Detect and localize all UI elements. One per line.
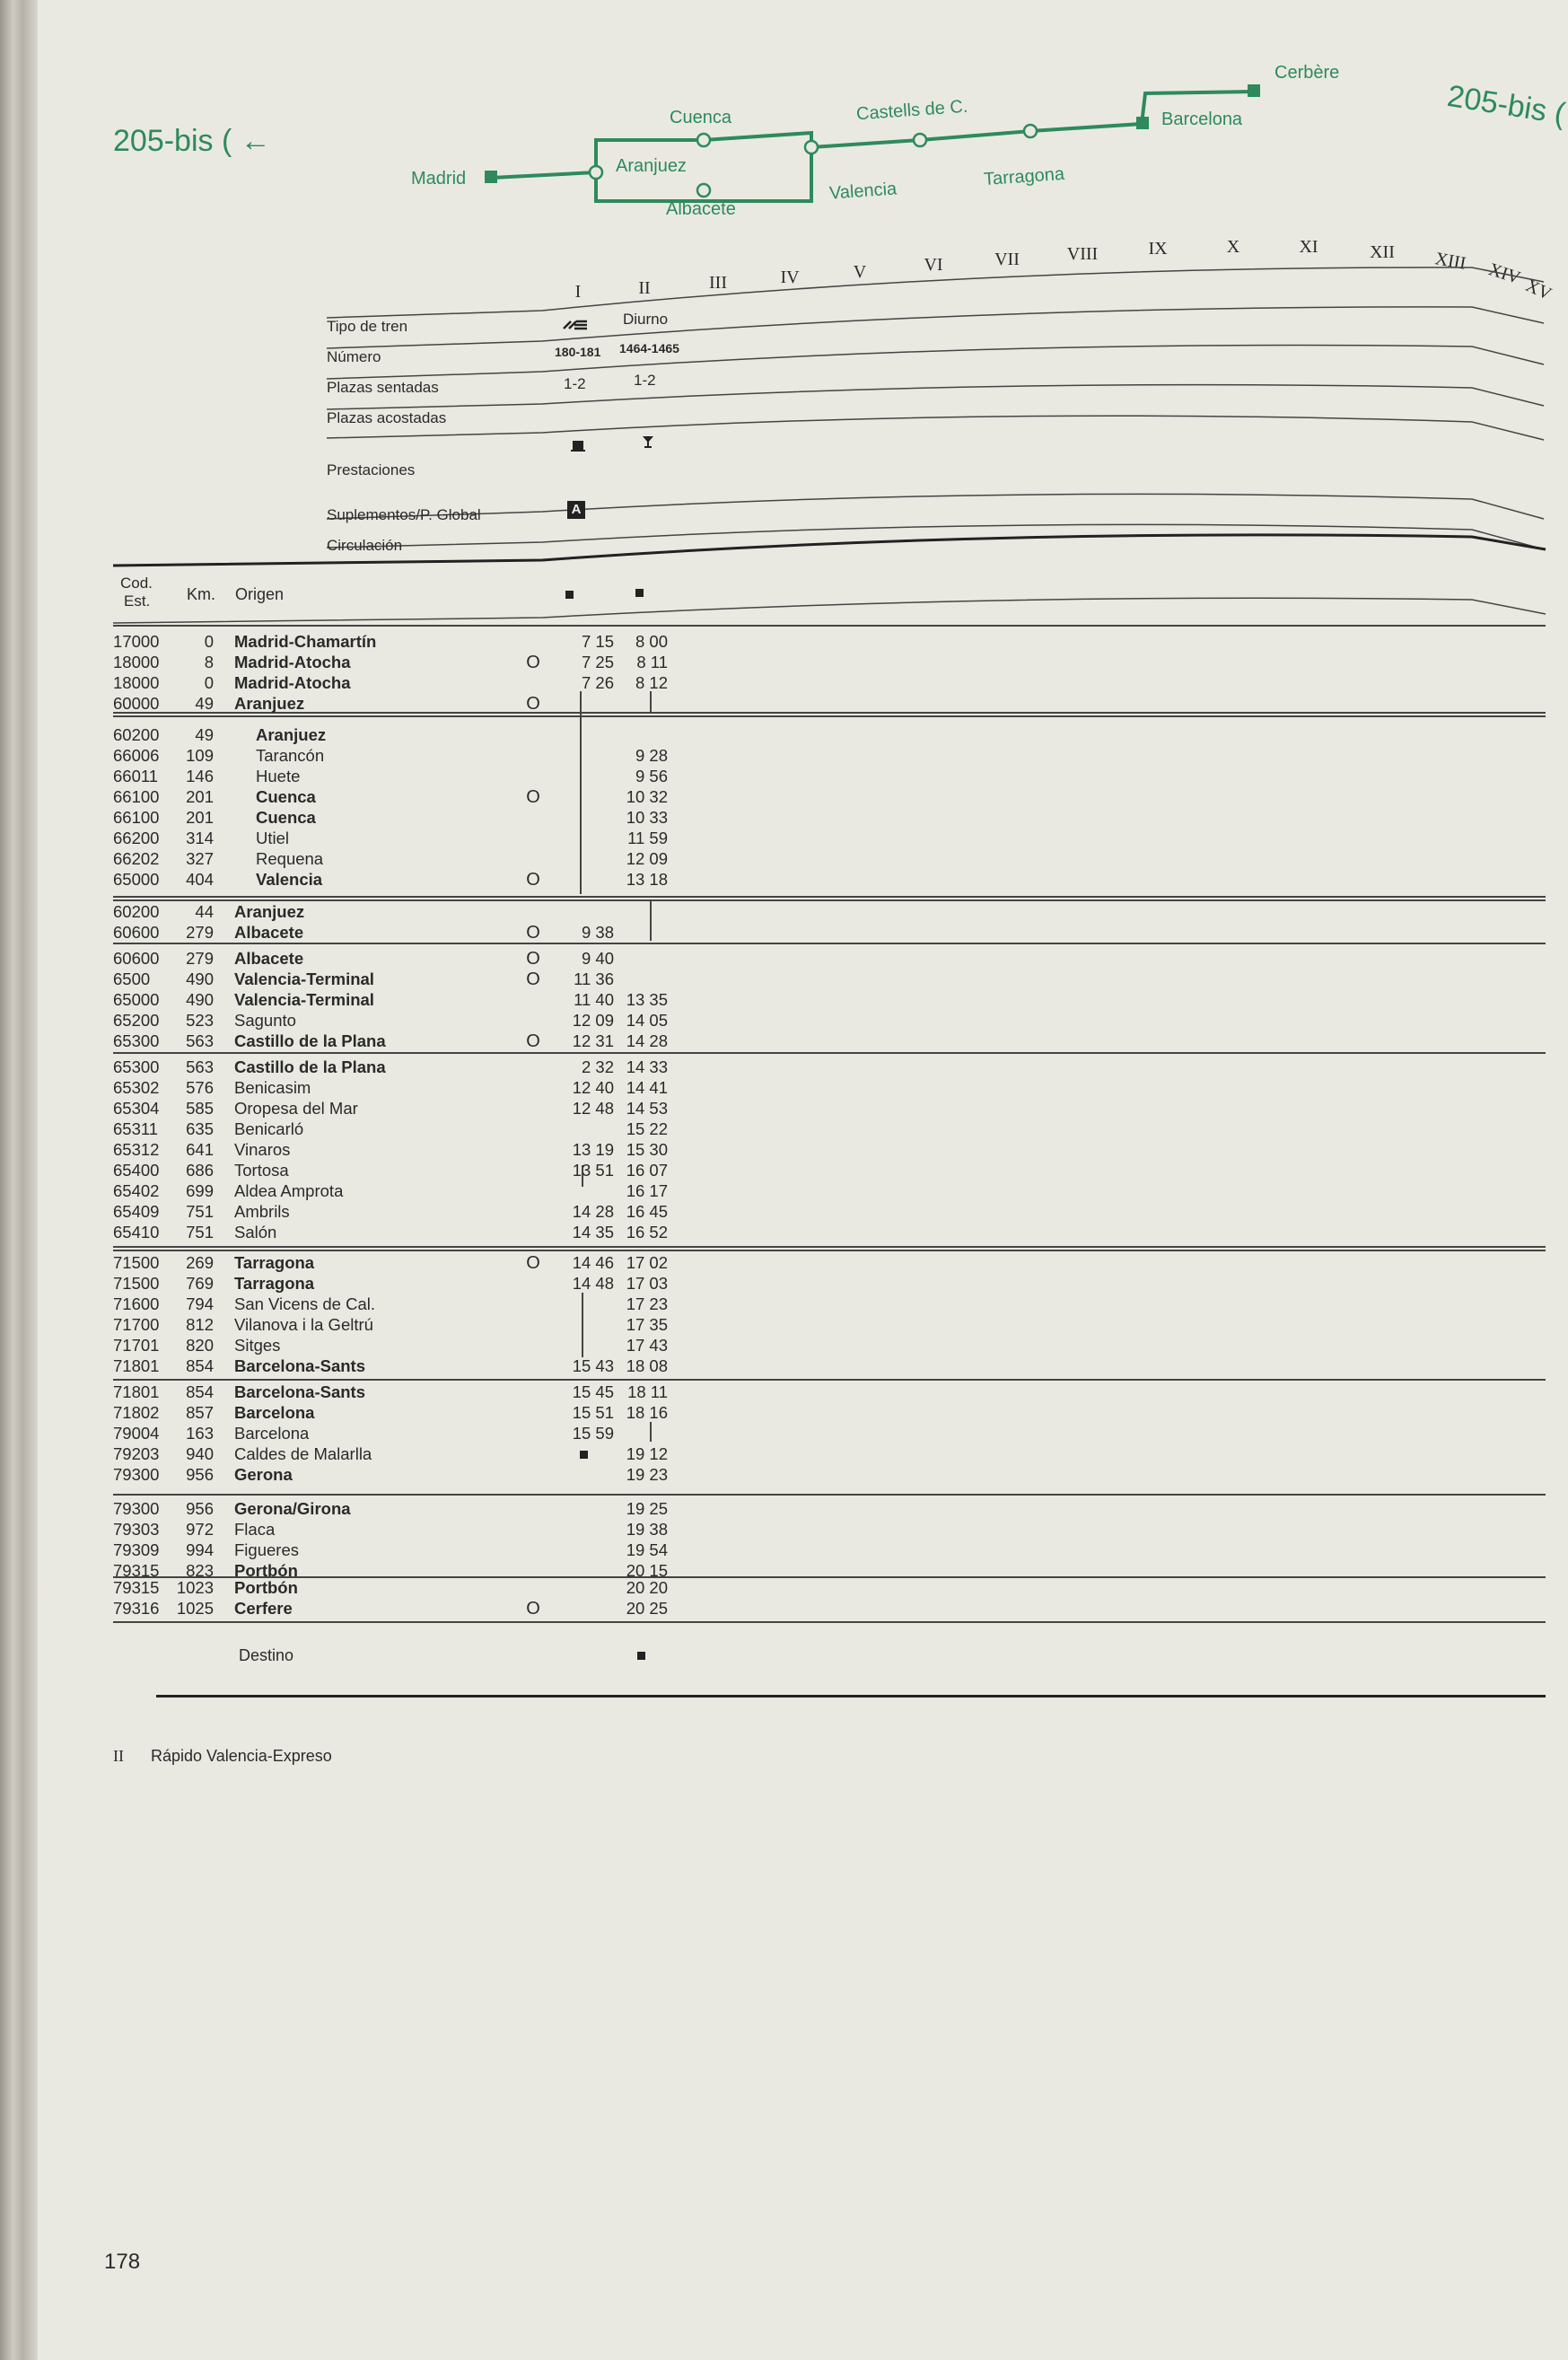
origin-marker-i xyxy=(565,591,574,599)
label-cod: Cod. xyxy=(120,575,153,592)
map-label-castells: Castells de C. xyxy=(855,96,969,125)
map-label-cuenca: Cuenca xyxy=(670,108,731,127)
separator xyxy=(113,1576,1546,1578)
origin-marker-ii xyxy=(635,589,644,597)
map-label-madrid: Madrid xyxy=(411,169,467,189)
separator xyxy=(113,1379,1546,1381)
col-header: XV xyxy=(1522,276,1555,304)
label-destino: Destino xyxy=(239,1646,294,1664)
separator xyxy=(113,899,1546,901)
label-prestaciones: Prestaciones xyxy=(327,461,416,478)
numero-train-ii: 1464-1465 xyxy=(619,341,679,355)
col-header: IV xyxy=(780,268,800,287)
pass-line-ii xyxy=(650,1422,652,1442)
separator xyxy=(113,1250,1546,1251)
pass-line-ii xyxy=(650,691,652,713)
map-label-tarragona: Tarragona xyxy=(983,163,1065,190)
col-header: VIII xyxy=(1066,244,1099,264)
page-number: 178 xyxy=(104,2250,141,2274)
col-header: III xyxy=(709,273,727,293)
label-plazas-acostadas: Plazas acostadas xyxy=(327,409,447,426)
col-header: XI xyxy=(1299,237,1318,257)
numero-train-i: 180-181 xyxy=(555,345,601,359)
map-label-aranjuez: Aranjuez xyxy=(616,156,687,176)
label-numero: Número xyxy=(327,348,381,365)
suplemento-badge: A xyxy=(567,501,585,519)
col-header: V xyxy=(853,262,867,282)
skip-marker xyxy=(580,1451,588,1459)
map-label-albacete: Albacete xyxy=(666,199,736,219)
label-suplementos: Suplementos/P. Global xyxy=(327,506,481,523)
table-bottom-rule xyxy=(156,1695,1546,1698)
label-est: Est. xyxy=(124,592,151,610)
header-grid xyxy=(0,0,1551,628)
plazas-train-ii: 1-2 xyxy=(634,372,656,389)
restaurant-car-icon xyxy=(571,438,585,452)
separator xyxy=(113,712,1546,714)
col-header: II xyxy=(638,278,651,298)
col-header: X xyxy=(1226,237,1240,257)
label-tipo-de-tren: Tipo de tren xyxy=(327,318,408,335)
tipo-train-ii: Diurno xyxy=(623,311,669,328)
separator xyxy=(113,896,1546,898)
footnote-mark: II xyxy=(113,1747,124,1765)
col-header: XII xyxy=(1370,242,1395,262)
separator xyxy=(113,1494,1546,1496)
separator xyxy=(113,1621,1546,1623)
intercity-logo-icon xyxy=(562,320,589,330)
map-label-barcelona: Barcelona xyxy=(1161,110,1243,129)
separator xyxy=(113,1246,1546,1248)
separator xyxy=(113,715,1546,717)
pass-line-i xyxy=(582,1293,583,1357)
footnote-text: Rápido Valencia-Expreso xyxy=(151,1747,332,1765)
next-page-title: 205-bis ( xyxy=(1444,78,1568,132)
label-origen: Origen xyxy=(235,585,285,603)
col-header: XIV xyxy=(1485,259,1523,288)
col-header: VI xyxy=(924,255,943,275)
plazas-train-i: 1-2 xyxy=(564,375,586,392)
map-label-valencia: Valencia xyxy=(828,179,898,204)
label-circulacion: Circulación xyxy=(327,537,403,554)
separator xyxy=(113,1052,1546,1054)
label-km: Km. xyxy=(187,585,216,603)
separator xyxy=(113,943,1546,944)
pass-line-i xyxy=(580,691,582,894)
page-title: 205-bis ( ← xyxy=(113,124,271,158)
destination-marker-ii xyxy=(637,1652,645,1660)
col-header: VII xyxy=(994,250,1020,269)
label-plazas-sentadas: Plazas sentadas xyxy=(327,379,439,396)
map-label-cerbere: Cerbère xyxy=(1275,63,1340,83)
col-header: XIII xyxy=(1433,249,1467,274)
col-header: IX xyxy=(1148,239,1168,259)
col-header: I xyxy=(574,282,582,302)
separator xyxy=(113,625,1546,627)
bar-cafeteria-icon xyxy=(641,434,655,449)
pass-line-ii xyxy=(650,899,652,941)
